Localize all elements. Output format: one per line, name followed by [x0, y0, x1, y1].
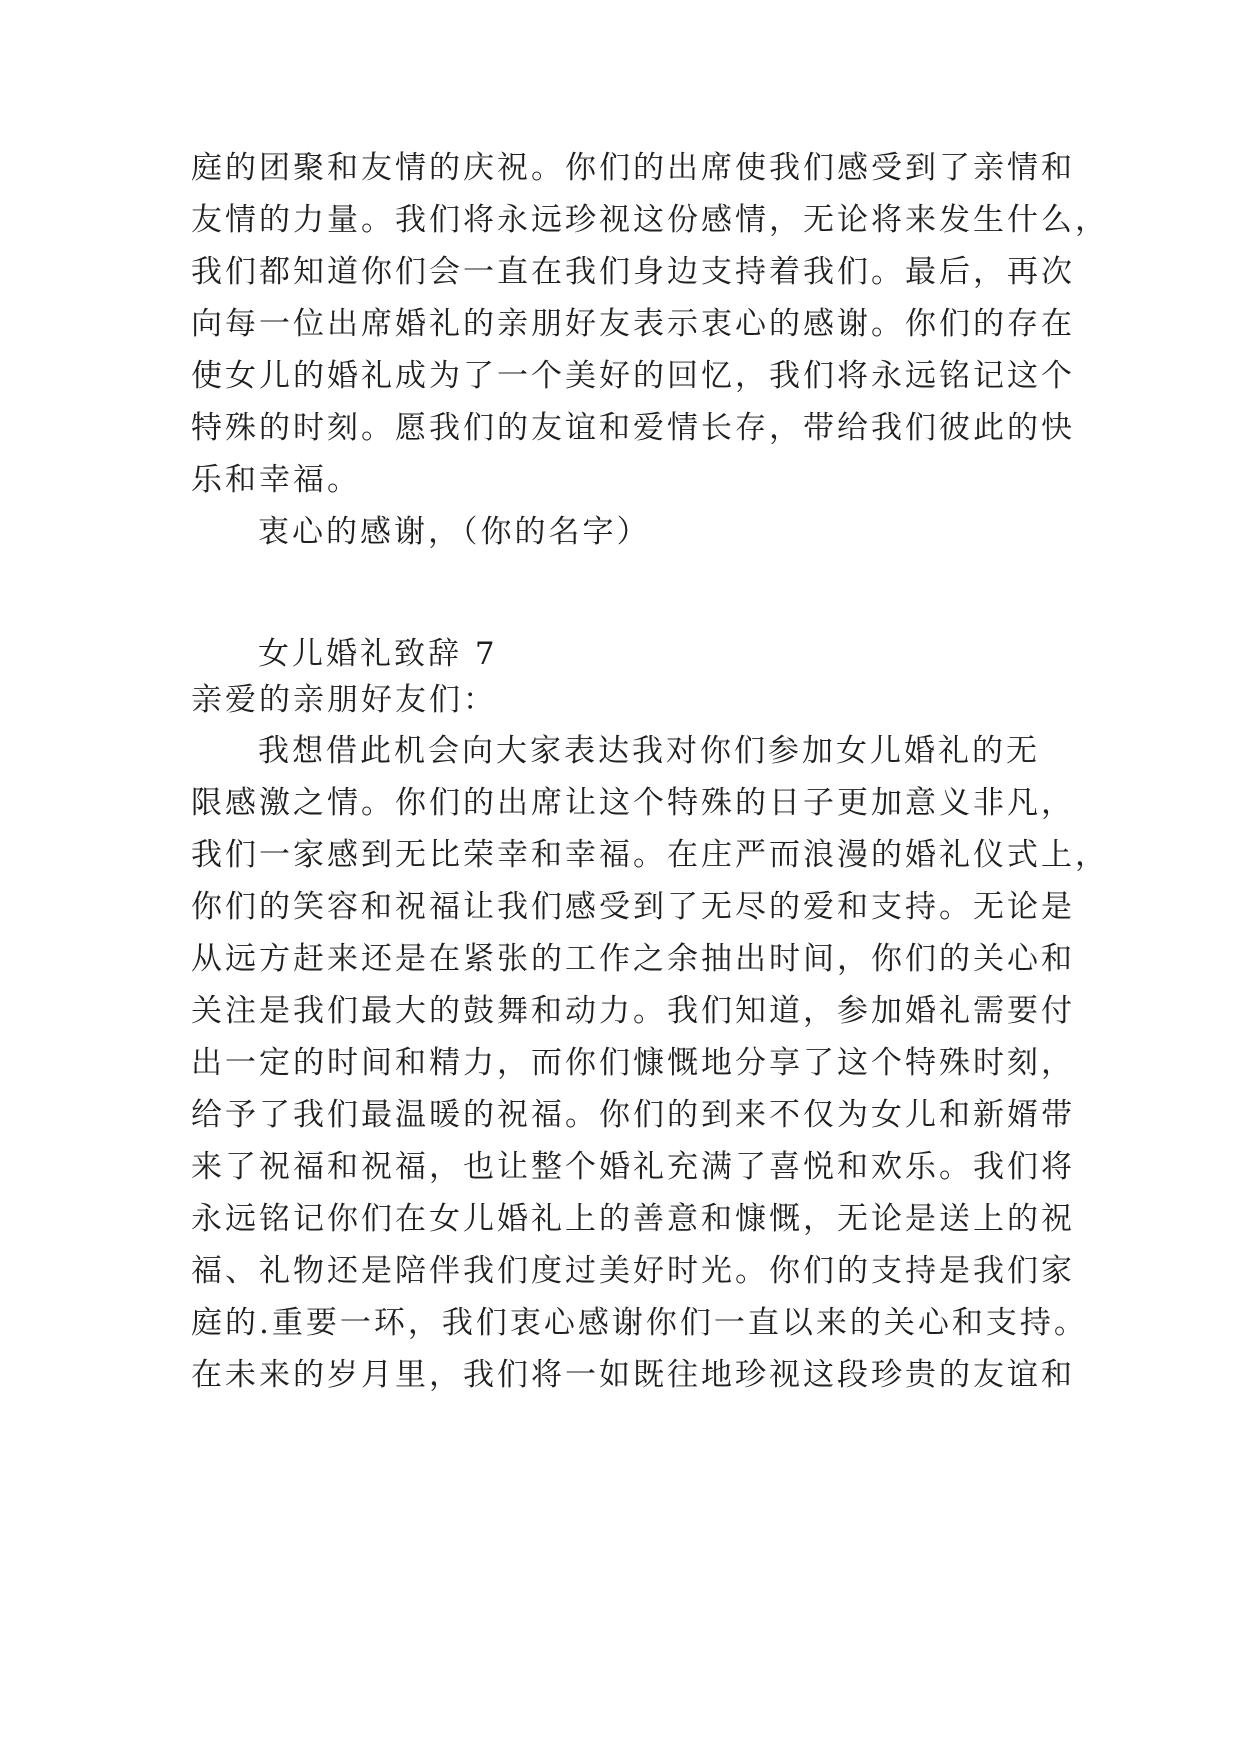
paragraph-line: 庭的团聚和友情的庆祝。你们的出席使我们感受到了亲情和 [191, 150, 1075, 186]
paragraph-line: 出一定的时间和精力，而你们慷慨地分享了这个特殊时刻， [191, 1045, 1075, 1081]
paragraph-line: 来了祝福和祝福，也让整个婚礼充满了喜悦和欢乐。我们将 [191, 1149, 1075, 1185]
paragraph-line: 限感激之情。你们的出席让这个特殊的日子更加意义非凡， [191, 785, 1075, 821]
paragraph-line: 使女儿的婚礼成为了一个美好的回忆，我们将永远铭记这个 [191, 358, 1075, 394]
salutation: 亲爱的亲朋好友们： [191, 682, 497, 718]
paragraph-line: 福、礼物还是陪伴我们度过美好时光。你们的支持是我们家 [191, 1253, 1075, 1289]
paragraph-line: 向每一位出席婚礼的亲朋好友表示衷心的感谢。你们的存在 [191, 306, 1075, 342]
paragraph-line: 你们的笑容和祝福让我们感受到了无尽的爱和支持。无论是 [191, 889, 1075, 925]
paragraph-line: 在未来的岁月里，我们将一如既往地珍视这段珍贵的友谊和 [191, 1357, 1075, 1393]
paragraph-line: 我们一家感到无比荣幸和幸福。在庄严而浪漫的婚礼仪式上， [191, 837, 1109, 873]
paragraph-line: 永远铭记你们在女儿婚礼上的善意和慷慨，无论是送上的祝 [191, 1201, 1075, 1237]
paragraph-line: 庭的.重要一环，我们衷心感谢你们一直以来的关心和支持。 [191, 1305, 1088, 1341]
paragraph-line: 特殊的时刻。愿我们的友谊和爱情长存，带给我们彼此的快 [191, 410, 1075, 446]
paragraph-line: 友情的力量。我们将永远珍视这份感情，无论将来发生什么， [191, 202, 1109, 238]
paragraph-line: 给予了我们最温暖的祝福。你们的到来不仅为女儿和新婿带 [191, 1097, 1075, 1133]
signature: 衷心的感谢，（你的名字） [258, 514, 651, 550]
paragraph-line: 从远方赶来还是在紧张的工作之余抽出时间，你们的关心和 [191, 941, 1075, 977]
paragraph-line: 我们都知道你们会一直在我们身边支持着我们。最后，再次 [191, 254, 1075, 290]
section-title: 女儿婚礼致辞 7 [258, 636, 498, 672]
paragraph-line: 我想借此机会向大家表达我对你们参加女儿婚礼的无 [258, 733, 1040, 769]
paragraph-line: 关注是我们最大的鼓舞和动力。我们知道，参加婚礼需要付 [191, 993, 1075, 1029]
paragraph-line: 乐和幸福。 [191, 462, 361, 498]
